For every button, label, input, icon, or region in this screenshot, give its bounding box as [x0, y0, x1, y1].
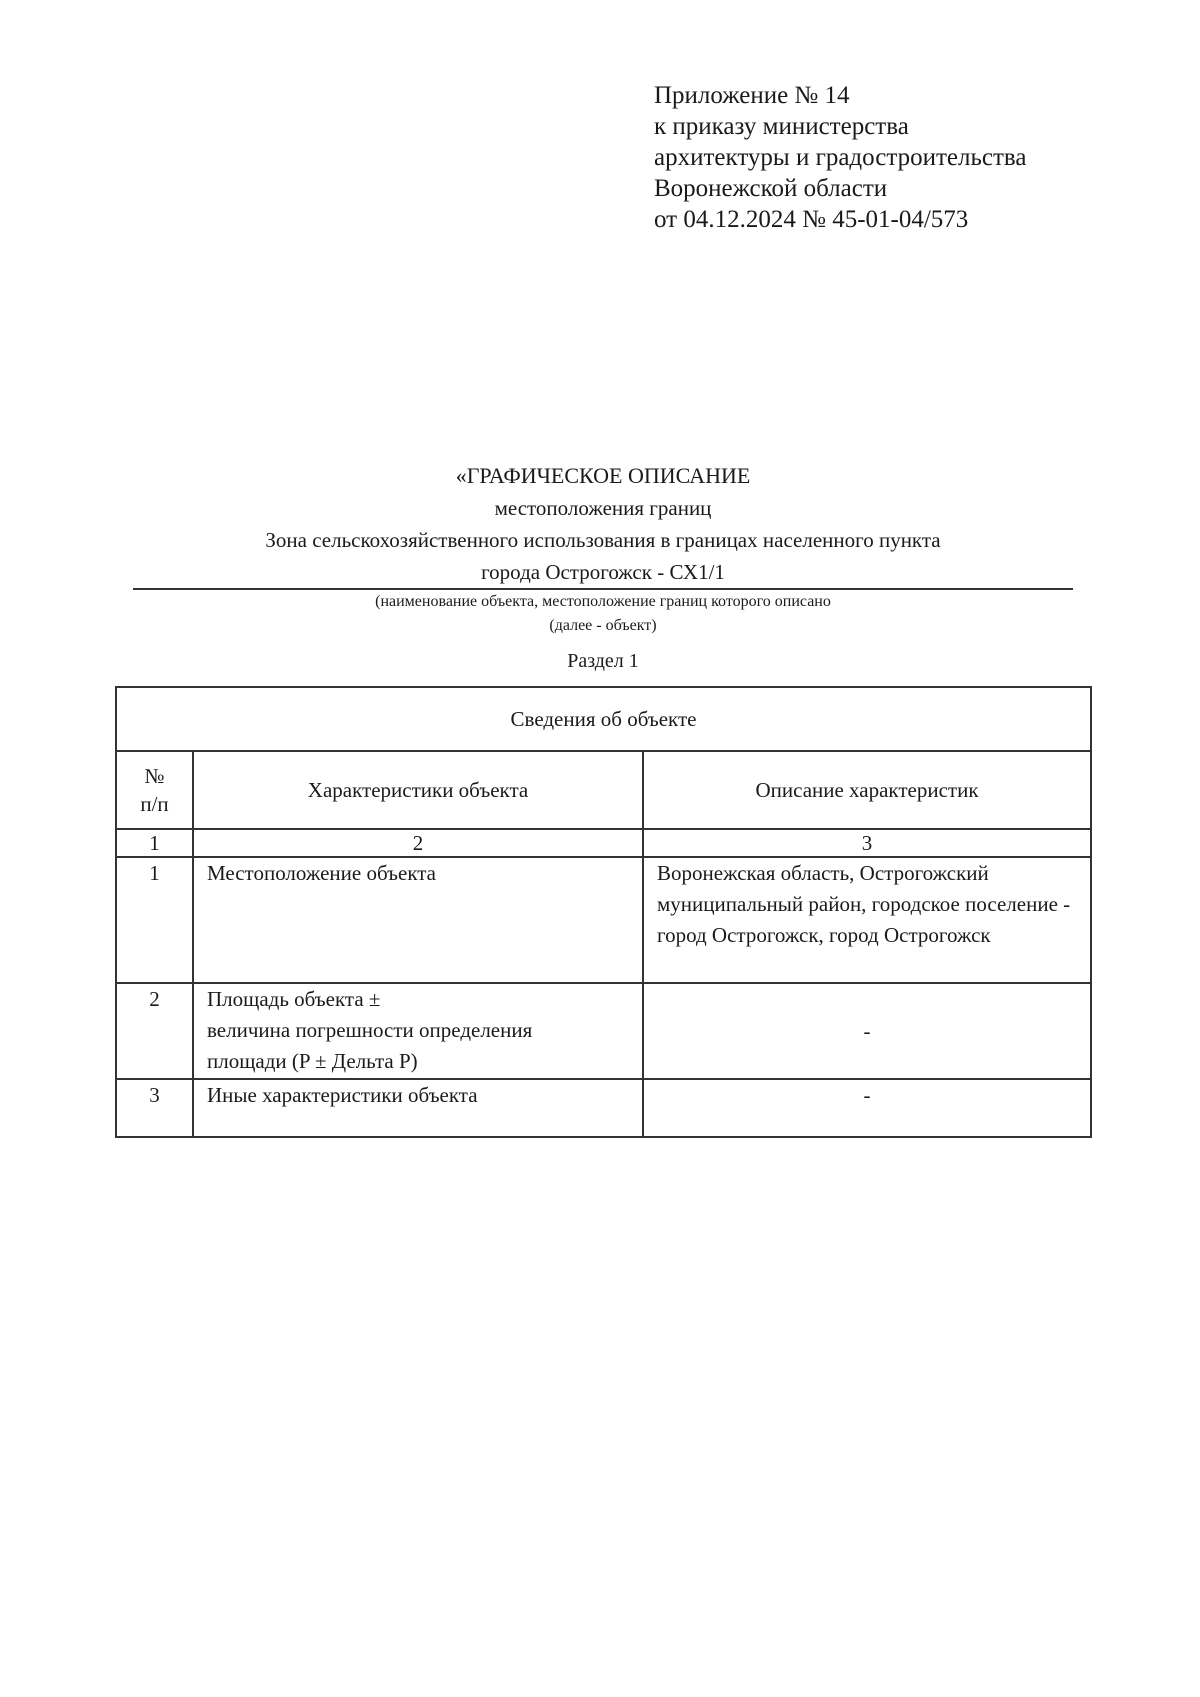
object-info-table [115, 686, 1092, 1138]
row-characteristic: Иные характеристики объекта [193, 1079, 643, 1137]
row-num: 2 [116, 983, 193, 1079]
section-label: Раздел 1 [567, 650, 639, 672]
document-subtitle: местоположения границ [494, 496, 712, 520]
annex-region: Воронежской области [654, 175, 888, 202]
column-number: 1 [116, 829, 193, 857]
row-description: Воронежская область, Острогожский муниципальный район, городское поселение - город Острогожск, город Острогожск [643, 857, 1091, 983]
row-characteristic-line: площади (P ± Дельта P) [207, 1049, 418, 1073]
document-title: «ГРАФИЧЕСКОЕ ОПИСАНИЕ [455, 463, 751, 488]
table-row [116, 983, 1091, 1079]
header-num [116, 751, 193, 829]
column-numbers-row [116, 829, 1091, 857]
object-note-line2: (далее - объект) [549, 617, 657, 634]
row-characteristic: Местоположение объекта [193, 857, 643, 983]
table-header-row [116, 751, 1091, 829]
row-num: 3 [116, 1079, 193, 1137]
header-characteristics: Характеристики объекта [193, 751, 643, 829]
header-description: Описание характеристик [643, 751, 1091, 829]
row-characteristic-line: Площадь объекта ± [207, 987, 381, 1011]
object-name-line2: города Острогожск - СХ1/1 [481, 560, 725, 584]
row-description: - [643, 983, 1091, 1079]
annex-ministry: архитектуры и градостроительства [654, 144, 1027, 171]
title-block [133, 460, 1073, 674]
row-characteristic [193, 983, 643, 1079]
object-name-line1: Зона сельскохозяйственного использования в границах населенного пункта [265, 528, 941, 552]
table-caption-row [116, 687, 1091, 751]
annex-number: Приложение № 14 [654, 82, 850, 109]
object-note-line1: (наименование объекта, местоположение границ которого описано [375, 593, 831, 610]
annex-date-number: от 04.12.2024 № 45-01-04/573 [654, 206, 969, 233]
table-row [116, 1079, 1091, 1137]
annex-order-ref: к приказу министерства [654, 113, 909, 140]
table-row [116, 857, 1091, 983]
row-characteristic-line: величина погрешности определения [207, 1018, 533, 1042]
column-number: 2 [193, 829, 643, 857]
row-description: - [643, 1079, 1091, 1137]
table-caption: Сведения об объекте [116, 687, 1091, 751]
row-num: 1 [116, 857, 193, 983]
column-number: 3 [643, 829, 1091, 857]
header-num-line1: № [144, 764, 165, 788]
header-num-line2: п/п [140, 792, 169, 816]
annex-header [654, 80, 1026, 235]
